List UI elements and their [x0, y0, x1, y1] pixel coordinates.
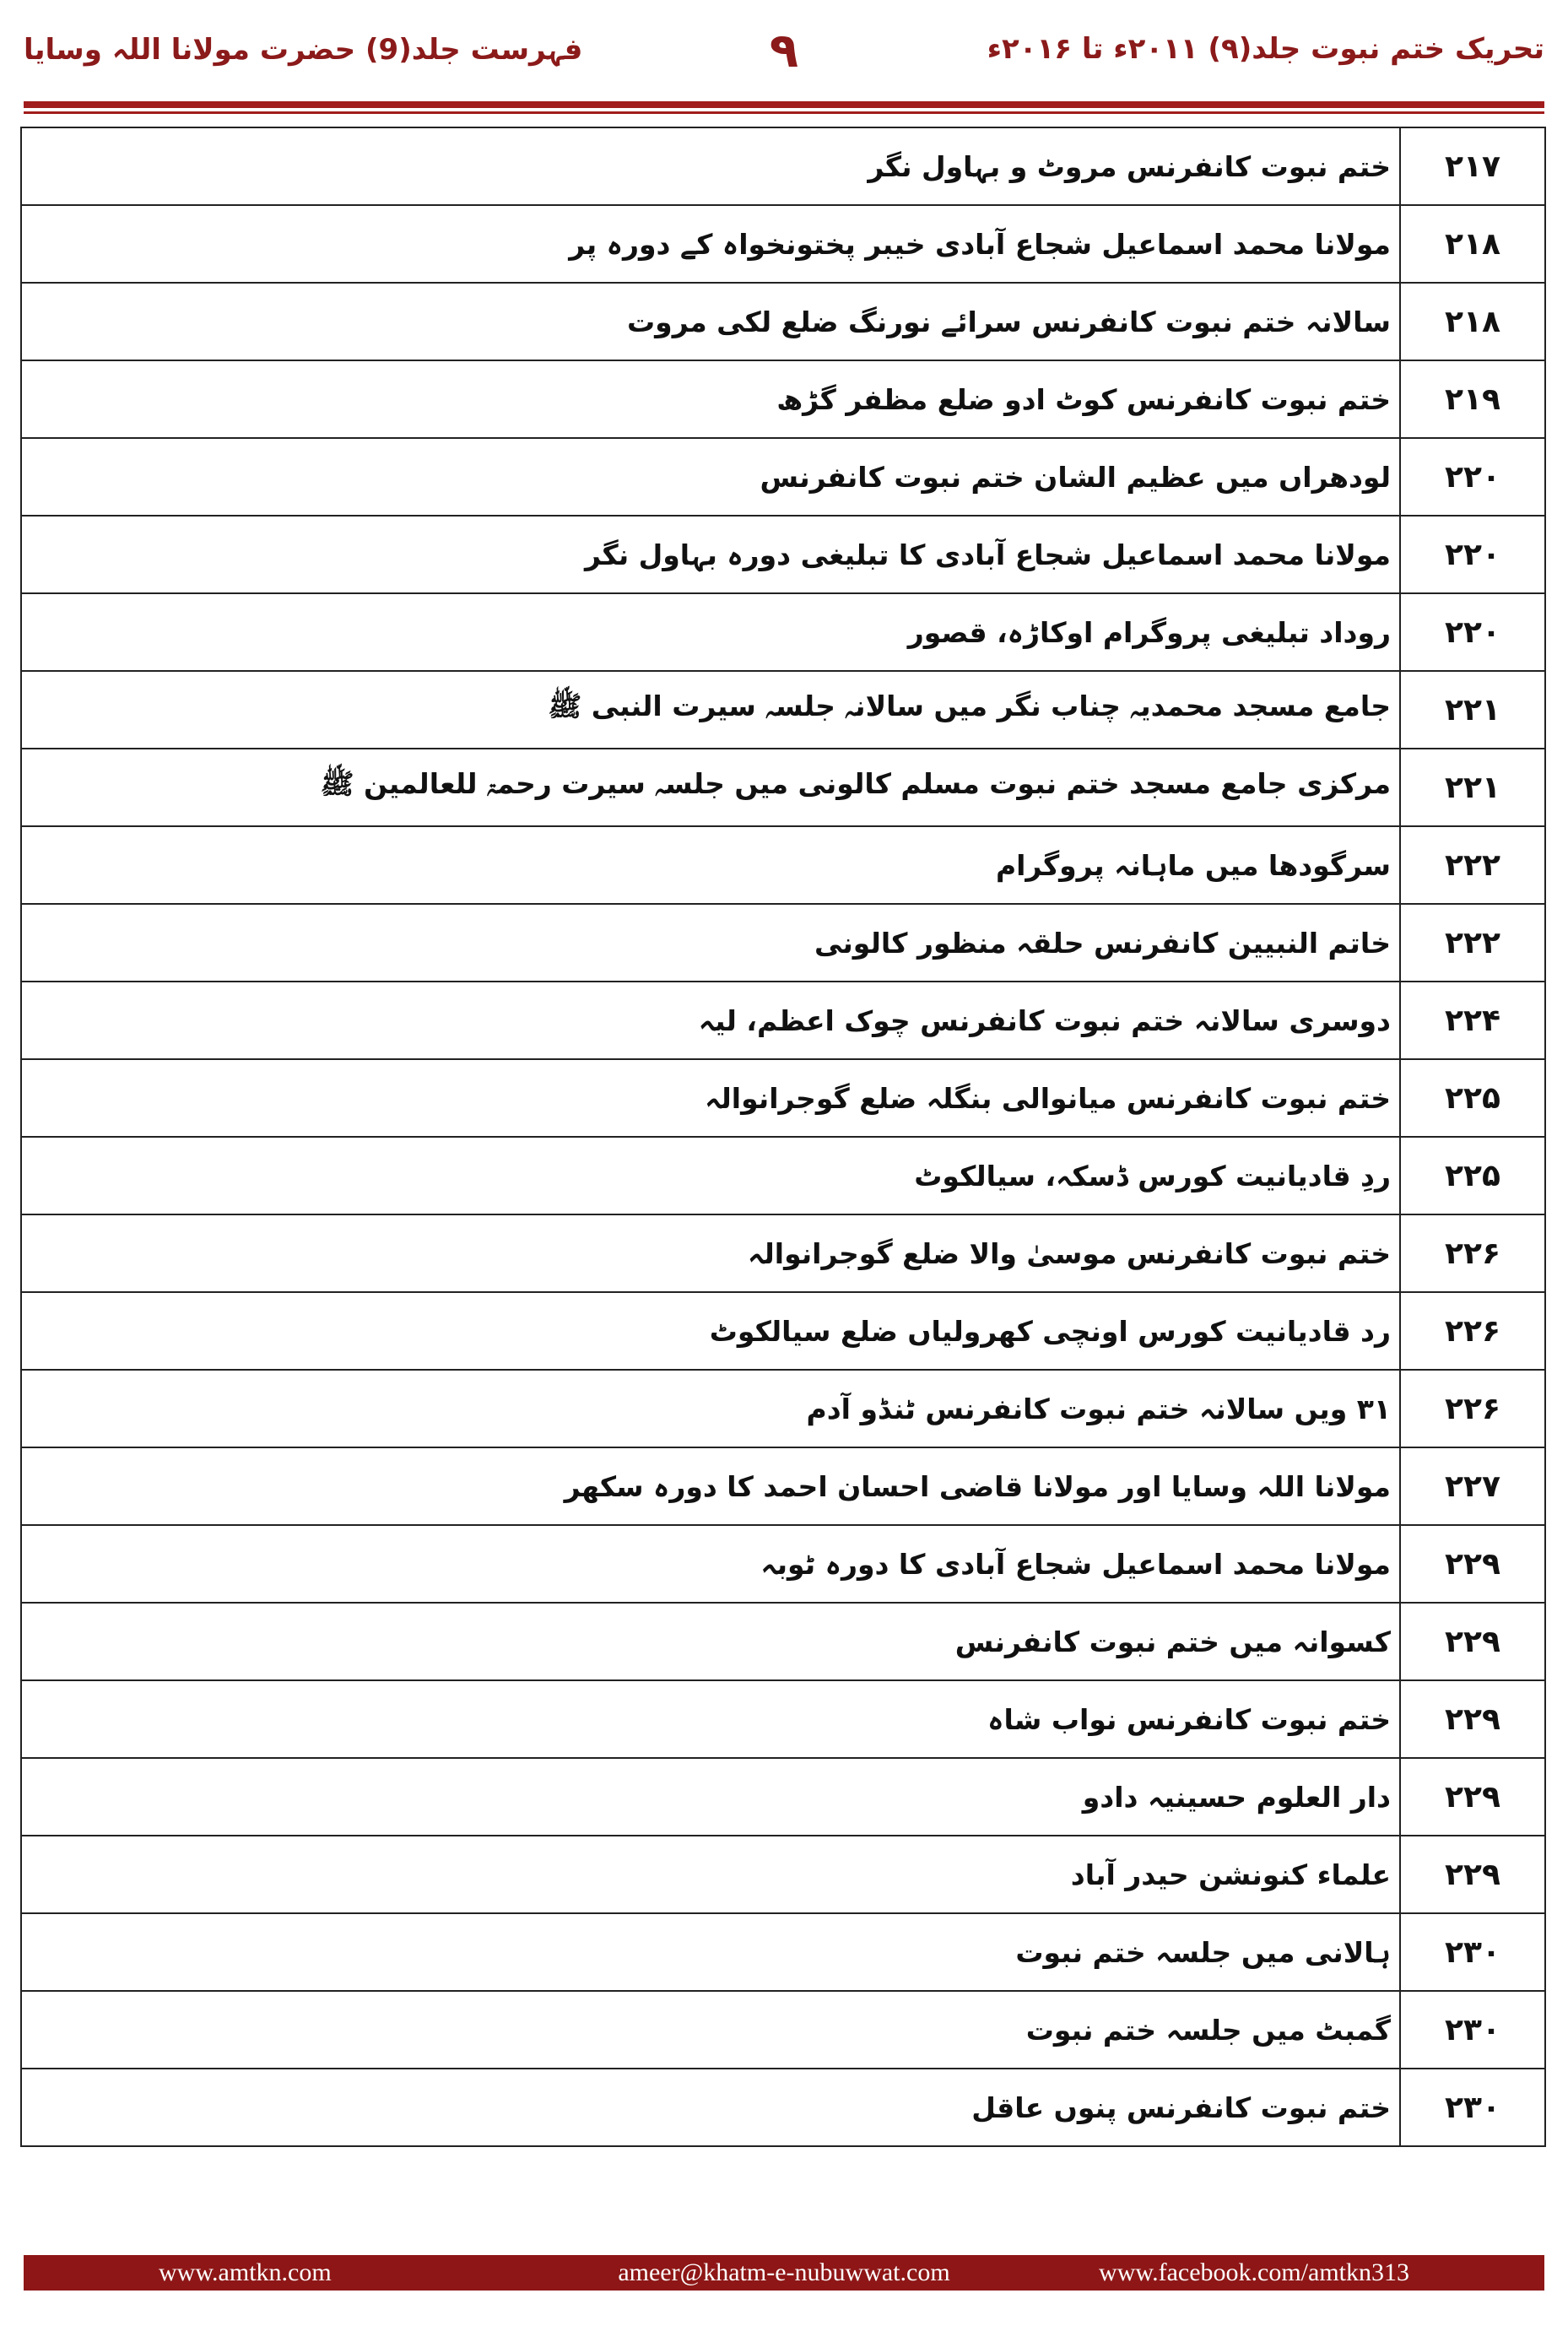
header-rule-thick [24, 101, 1544, 108]
table-row [21, 1059, 1545, 1137]
table-row [21, 1913, 1545, 1991]
table-row [21, 1292, 1545, 1370]
table-row [21, 1214, 1545, 1292]
toc-entry-page: ۲۲۲ [1400, 826, 1545, 904]
toc-entry-title: گمبٹ میں جلسہ ختم نبوت [21, 1991, 1400, 2069]
page-header [24, 24, 1544, 91]
page-number: ۹ [769, 24, 799, 78]
toc-entry-page: ۲۲۹ [1400, 1836, 1545, 1913]
toc-entry-title: لودھراں میں عظیم الشان ختم نبوت کانفرنس [21, 438, 1400, 516]
table-row [21, 1370, 1545, 1447]
toc-entry-title: کسوانہ میں ختم نبوت کانفرنس [21, 1603, 1400, 1680]
table-row [21, 1680, 1545, 1758]
table-row [21, 127, 1545, 205]
table-row [21, 1836, 1545, 1913]
toc-entry-page: ۲۲۶ [1400, 1370, 1545, 1447]
table-row [21, 205, 1545, 283]
table-row [21, 283, 1545, 360]
table-row [21, 2069, 1545, 2146]
table-row [21, 360, 1545, 438]
toc-entry-page: ۲۱۹ [1400, 360, 1545, 438]
table-row [21, 1603, 1545, 1680]
toc-entry-title: دوسری سالانہ ختم نبوت کانفرنس چوک اعظم، لیہ [21, 982, 1400, 1059]
toc-entry-page: ۲۲۰ [1400, 516, 1545, 593]
toc-entry-title: ختم نبوت کانفرنس نواب شاہ [21, 1680, 1400, 1758]
website-link[interactable]: www.amtkn.com [159, 2258, 332, 2286]
toc-entry-page: ۲۲۱ [1400, 749, 1545, 826]
toc-entry-page: ۲۲۹ [1400, 1680, 1545, 1758]
toc-entry-page: ۲۲۶ [1400, 1292, 1545, 1370]
table-of-contents [20, 127, 1546, 2147]
toc-entry-page: ۲۲۲ [1400, 904, 1545, 982]
toc-entry-page: ۲۱۷ [1400, 127, 1545, 205]
table-row [21, 671, 1545, 749]
toc-entry-page: ۲۲۹ [1400, 1603, 1545, 1680]
toc-entry-title: جامع مسجد محمدیہ چناب نگر میں سالانہ جلسہ سیرت النبی ﷺ [21, 671, 1400, 749]
facebook-link[interactable]: www.facebook.com/amtkn313 [1099, 2258, 1409, 2286]
toc-entry-title: ختم نبوت کانفرنس میانوالی بنگلہ ضلع گوجرانوالہ [21, 1059, 1400, 1137]
toc-entry-page: ۲۳۰ [1400, 2069, 1545, 2146]
toc-entry-title: ردِ قادیانیت کورس ڈسکہ، سیالکوٹ [21, 1137, 1400, 1214]
toc-entry-page: ۲۲۴ [1400, 982, 1545, 1059]
toc-entry-page: ۲۲۰ [1400, 593, 1545, 671]
table-row [21, 438, 1545, 516]
table-row [21, 826, 1545, 904]
toc-entry-page: ۲۲۵ [1400, 1137, 1545, 1214]
toc-entry-title: مولانا اللہ وسایا اور مولانا قاضی احسان احمد کا دورہ سکھر [21, 1447, 1400, 1525]
toc-entry-title: مولانا محمد اسماعیل شجاع آبادی خیبر پختونخواہ کے دورہ پر [21, 205, 1400, 283]
book-title: تحریک ختم نبوت جلد(۹) ۲۰۱۱ء تا ۲۰۱۶ء [987, 32, 1544, 66]
toc-entry-page: ۲۱۸ [1400, 283, 1545, 360]
toc-entry-title: ختم نبوت کانفرنس مروٹ و بہاول نگر [21, 127, 1400, 205]
toc-entry-title: ختم نبوت کانفرنس پنوں عاقل [21, 2069, 1400, 2146]
toc-entry-title: ختم نبوت کانفرنس کوٹ ادو ضلع مظفر گڑھ [21, 360, 1400, 438]
table-row [21, 1137, 1545, 1214]
table-row [21, 982, 1545, 1059]
table-row [21, 593, 1545, 671]
toc-entry-title: روداد تبلیغی پروگرام اوکاڑہ، قصور [21, 593, 1400, 671]
table-row [21, 1525, 1545, 1603]
toc-entry-title: مولانا محمد اسماعیل شجاع آبادی کا تبلیغی دورہ بہاول نگر [21, 516, 1400, 593]
table-row [21, 904, 1545, 982]
toc-entry-page: ۲۲۱ [1400, 671, 1545, 749]
table-row [21, 749, 1545, 826]
header-rule-thin [24, 111, 1544, 114]
table-row [21, 1758, 1545, 1836]
toc-entry-title: رد قادیانیت کورس اونچی کھرولیاں ضلع سیالکوٹ [21, 1292, 1400, 1370]
toc-body [21, 127, 1545, 2146]
toc-entry-page: ۲۳۰ [1400, 1913, 1545, 1991]
toc-entry-title: دار العلوم حسینیہ دادو [21, 1758, 1400, 1836]
toc-entry-title: سالانہ ختم نبوت کانفرنس سرائے نورنگ ضلع لکی مروت [21, 283, 1400, 360]
toc-entry-page: ۲۲۹ [1400, 1525, 1545, 1603]
toc-entry-title: ۳۱ ویں سالانہ ختم نبوت کانفرنس ٹنڈو آدم [21, 1370, 1400, 1447]
email-link[interactable]: ameer@khatm-e-nubuwwat.com [618, 2258, 950, 2286]
toc-entry-page: ۲۱۸ [1400, 205, 1545, 283]
toc-entry-title: مولانا محمد اسماعیل شجاع آبادی کا دورہ ٹوبہ [21, 1525, 1400, 1603]
toc-entry-page: ۲۲۶ [1400, 1214, 1545, 1292]
toc-entry-title: ہالانی میں جلسہ ختم نبوت [21, 1913, 1400, 1991]
toc-entry-page: ۲۲۵ [1400, 1059, 1545, 1137]
table-row [21, 1447, 1545, 1525]
toc-entry-page: ۲۲۹ [1400, 1758, 1545, 1836]
toc-entry-page: ۲۳۰ [1400, 1991, 1545, 2069]
toc-entry-page: ۲۲۷ [1400, 1447, 1545, 1525]
volume-index-title: فہرست جلد(9) حضرت مولانا اللہ وسایا [24, 33, 583, 67]
page-footer [24, 2255, 1544, 2291]
toc-entry-page: ۲۲۰ [1400, 438, 1545, 516]
toc-entry-title: علماء کنونشن حیدر آباد [21, 1836, 1400, 1913]
toc-entry-title: مرکزی جامع مسجد ختم نبوت مسلم کالونی میں جلسہ سیرت رحمۃ للعالمین ﷺ [21, 749, 1400, 826]
toc-entry-title: ختم نبوت کانفرنس موسیٰ والا ضلع گوجرانوالہ [21, 1214, 1400, 1292]
toc-entry-title: سرگودھا میں ماہانہ پروگرام [21, 826, 1400, 904]
table-row [21, 1991, 1545, 2069]
table-row [21, 516, 1545, 593]
toc-entry-title: خاتم النبیین کانفرنس حلقہ منظور کالونی [21, 904, 1400, 982]
